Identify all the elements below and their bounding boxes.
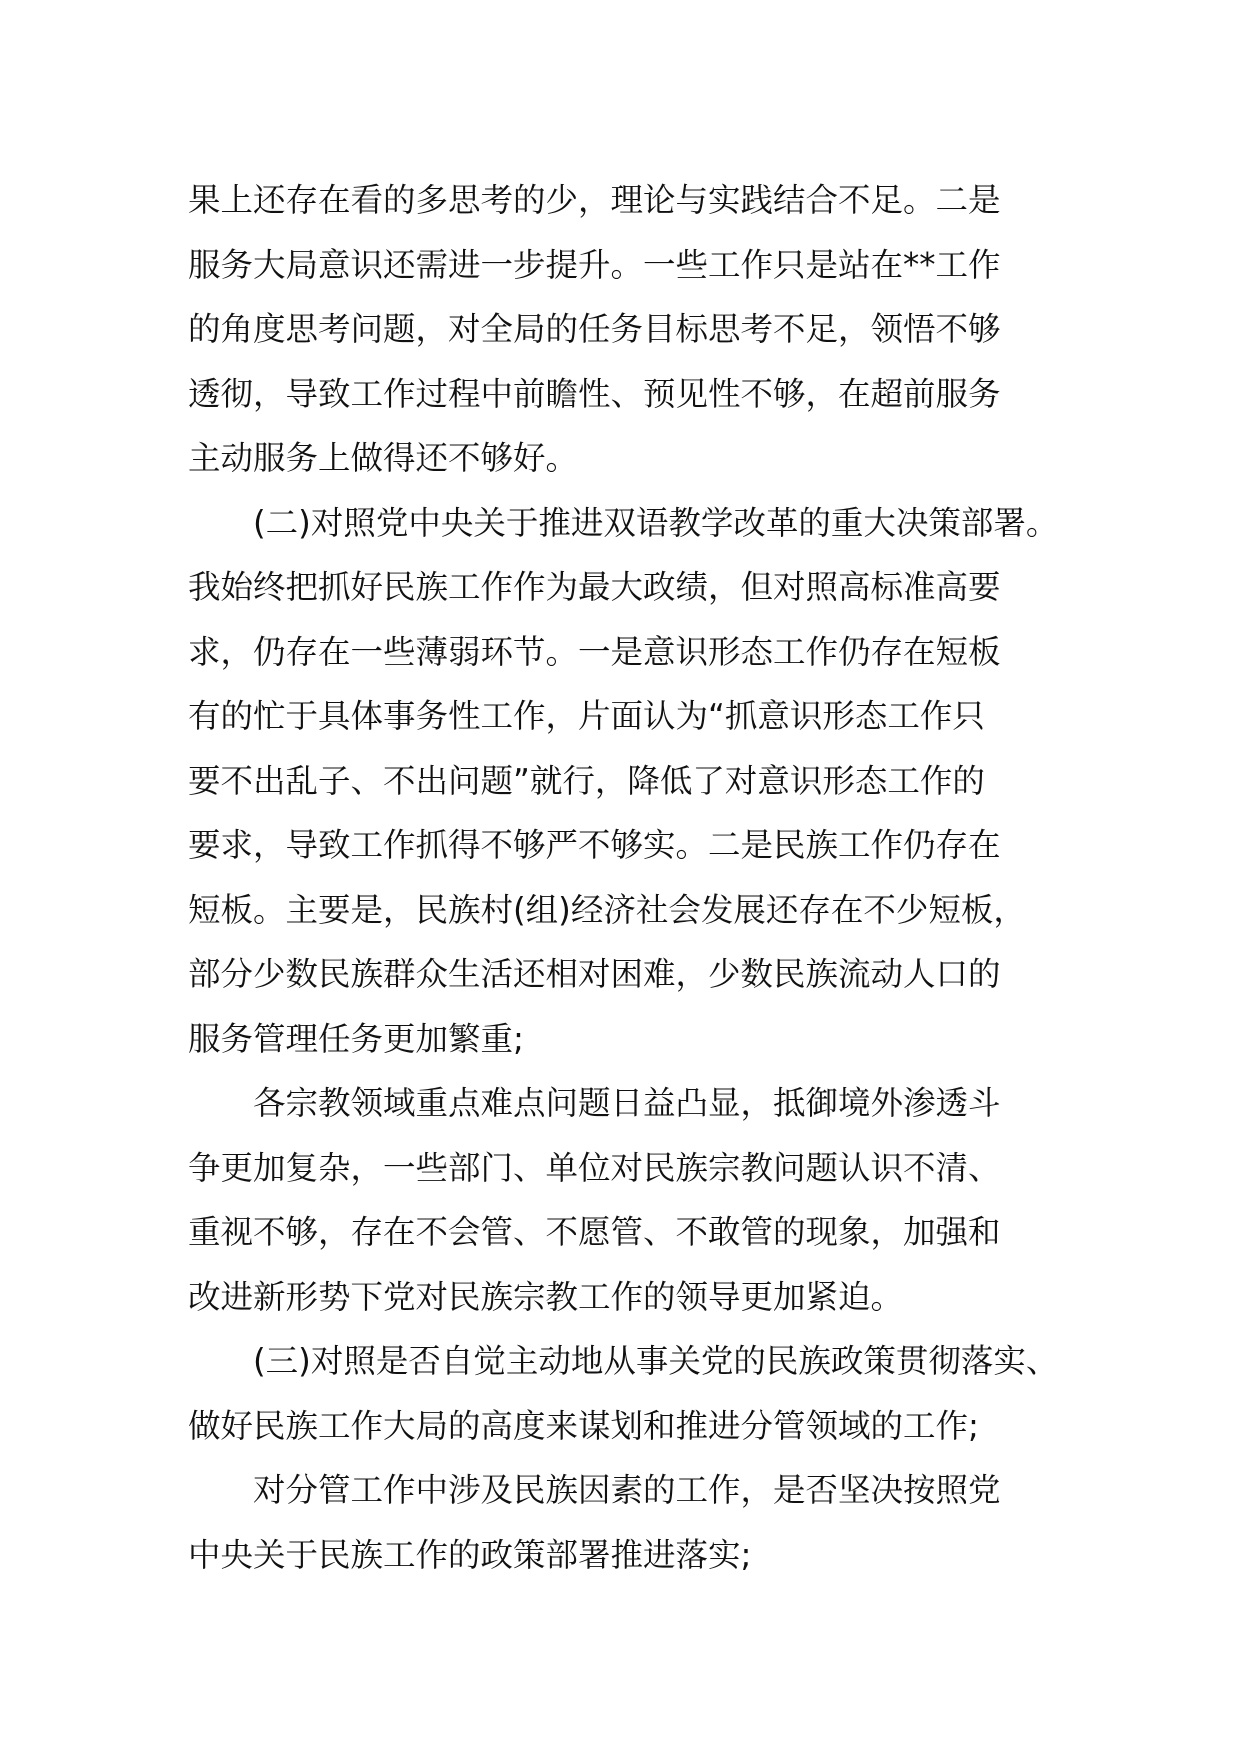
text-line: 服务管理任务更加繁重; bbox=[188, 1019, 524, 1058]
text-line: 做好民族工作大局的高度来谋划和推进分管领域的工作; bbox=[188, 1406, 979, 1445]
text-line: (二)对照党中央关于推进双语教学改革的重大决策部署。 bbox=[188, 503, 1059, 542]
text-line: 我始终把抓好民族工作作为最大政绩，但对照高标准高要 bbox=[188, 568, 1001, 606]
text-line: 短板。主要是，民族村(组)经济社会发展还存在不少短板， bbox=[188, 890, 1026, 929]
text-line: 各宗教领域重点难点问题日益凸显，抵御境外渗透斗 bbox=[188, 1084, 1001, 1122]
text-line: 透彻，导致工作过程中前瞻性、预见性不够，在超前服务 bbox=[188, 374, 1001, 413]
body-text bbox=[188, 168, 1088, 1587]
text-line: 果上还存在看的多思考的少，理论与实践结合不足。二是 bbox=[188, 181, 1001, 219]
text-line: 的角度思考问题，对全局的任务目标思考不足，领悟不够 bbox=[188, 310, 1001, 348]
text-line: 部分少数民族群众生活还相对困难，少数民族流动人口的 bbox=[188, 955, 1001, 993]
text-line: 主动服务上做得还不够好。 bbox=[188, 439, 579, 477]
text-line: 服务大局意识还需进一步提升。一些工作只是站在**工作 bbox=[188, 245, 1001, 284]
text-line: 要不出乱子、不出问题”就行，降低了对意识形态工作的 bbox=[188, 761, 985, 800]
text-line: 有的忙于具体事务性工作，片面认为“抓意识形态工作只 bbox=[188, 697, 985, 735]
text-line: (三)对照是否自觉主动地从事关党的民族政策贯彻落实、 bbox=[188, 1342, 1059, 1380]
text-line: 改进新形势下党对民族宗教工作的领导更加紧迫。 bbox=[188, 1277, 904, 1316]
text-line: 要求，导致工作抓得不够严不够实。二是民族工作仍存在 bbox=[188, 826, 1001, 864]
text-line: 对分管工作中涉及民族因素的工作，是否坚决按照党 bbox=[188, 1471, 1001, 1509]
text-line: 争更加复杂，一些部门、单位对民族宗教问题认识不清、 bbox=[188, 1148, 1001, 1187]
text-line: 求，仍存在一些薄弱环节。一是意识形态工作仍存在短板 bbox=[188, 632, 1001, 671]
text-line: 重视不够，存在不会管、不愿管、不敢管的现象，加强和 bbox=[188, 1213, 1001, 1251]
text-line: 中央关于民族工作的政策部署推进落实; bbox=[188, 1535, 752, 1574]
